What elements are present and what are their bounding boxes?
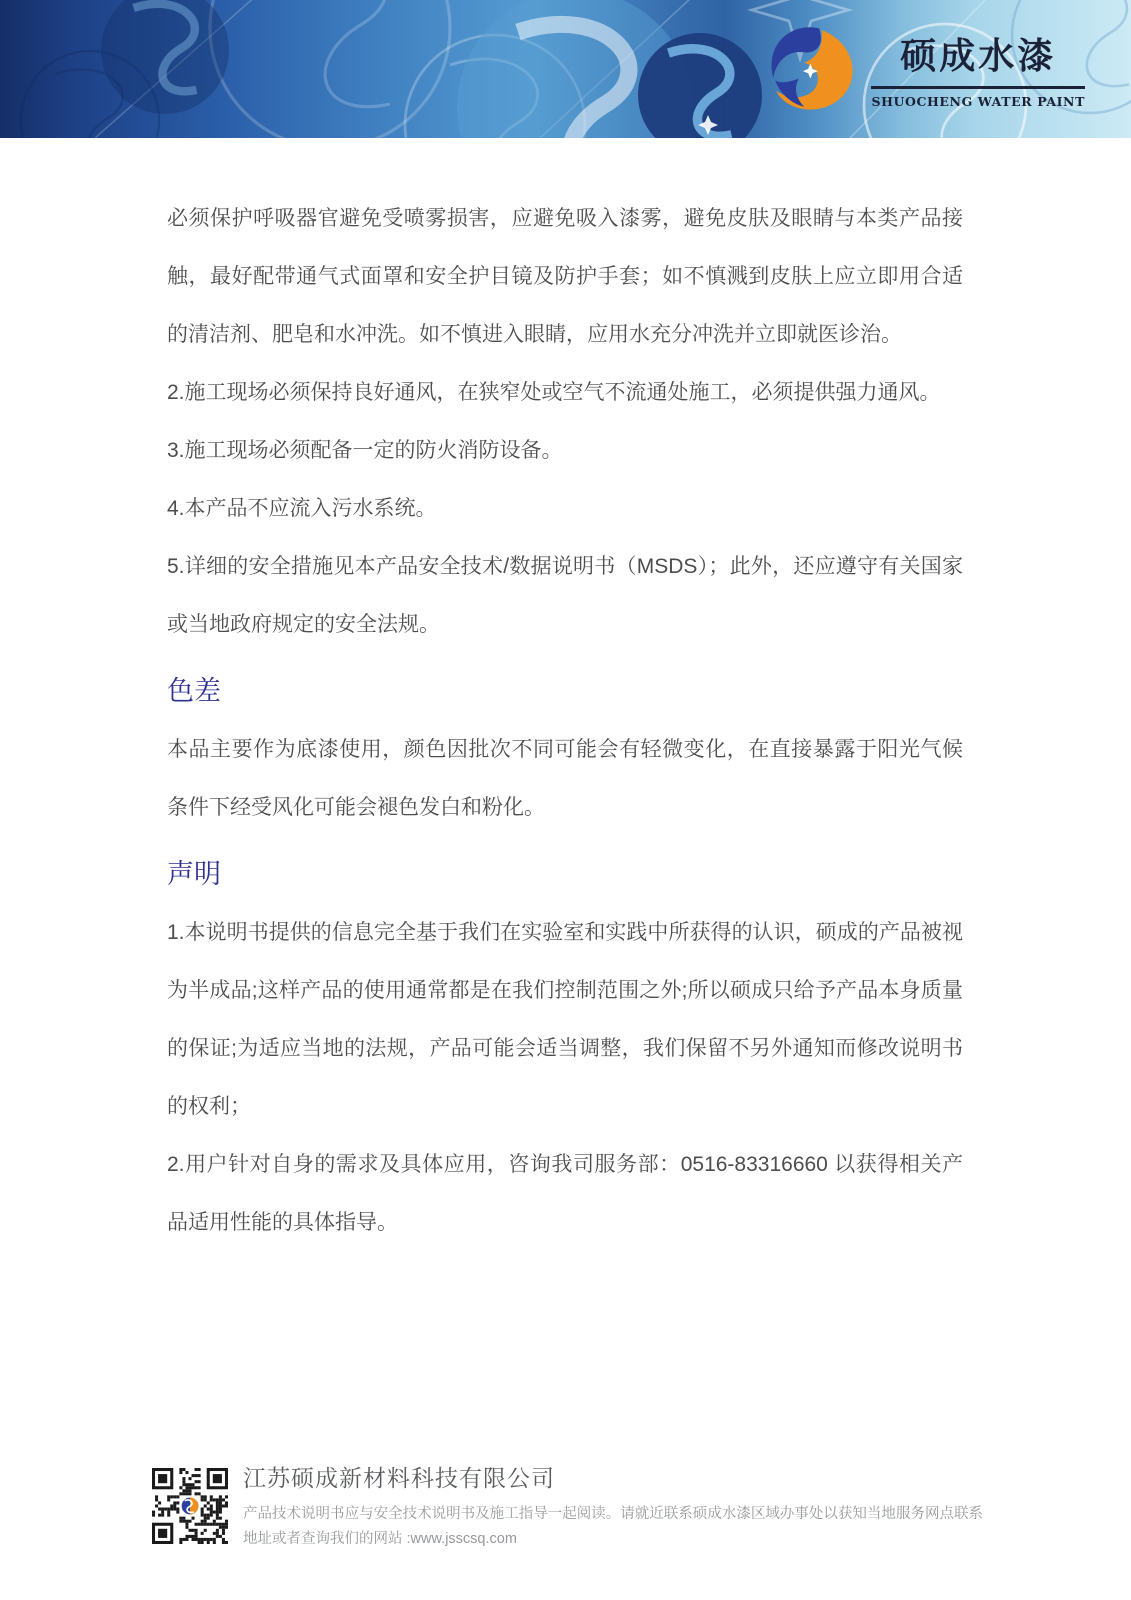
- page-header-banner: [0, 0, 1131, 138]
- safety-paragraph: 5.详细的安全措施见本产品安全技术/数据说明书（MSDS）；此外，还应遵守有关国家或当地政府规定的安全法规。: [167, 555, 963, 636]
- section-paragraph: 本品主要作为底漆使用，颜色因批次不同可能会有轻微变化，在直接暴露于阳光气候条件下经受风化可能会褪色发白和粉化。: [167, 738, 963, 819]
- section-paragraph: 1.本说明书提供的信息完全基于我们在实验室和实践中所获得的认识，硕成的产品被视为半成品;这样产品的使用通常都是在我们控制范围之外;所以硕成只给予产品本身质量的保证;为适应当地的法规，产品可能会适当调整，我们保留不另外通知而修改说明书的权利；: [167, 921, 963, 1118]
- brand-text: [871, 28, 1085, 109]
- footer-note: 产品技术说明书应与安全技术说明书及施工指导一起阅读。请就近联系硕成水漆区域办事处以获知当地服务网点联系地址或者查询我们的网站 :www.jsscsq.com: [243, 1506, 983, 1547]
- qr-code: [152, 1468, 228, 1544]
- safety-paragraph: 必须保护呼吸器官避免受喷雾损害，应避免吸入漆雾，避免皮肤及眼睛与本类产品接触，最好配带通气式面罩和安全护目镜及防护手套；如不慎溅到皮肤上应立即用合适的清洁剂、肥皂和水冲洗。如不慎进入眼睛，应用水充分冲洗并立即就医诊治。: [167, 207, 963, 346]
- page-footer: [152, 1462, 983, 1552]
- document-body: [167, 190, 963, 1252]
- company-name: 江苏硕成新材料科技有限公司: [243, 1465, 555, 1491]
- brand-logo-icon: [769, 24, 857, 112]
- section-heading-statement: 声明: [167, 859, 221, 889]
- safety-paragraph: 2.施工现场必须保持良好通风，在狭窄处或空气不流通处施工，必须提供强力通风。: [167, 381, 941, 404]
- section-paragraph: 2.用户针对自身的需求及具体应用，咨询我司服务部：0516-83316660 以获得相关产品适用性能的具体指导。: [167, 1153, 963, 1234]
- brand-name-en: SHUOCHENG WATER PAINT: [871, 93, 1085, 109]
- section-heading-color-difference: 色差: [167, 676, 221, 706]
- footer-text-block: [243, 1462, 983, 1552]
- safety-paragraph: 4.本产品不应流入污水系统。: [167, 497, 437, 520]
- brand-name-cn: 硕成水漆: [871, 28, 1085, 89]
- safety-paragraph: 3.施工现场必须配备一定的防火消防设备。: [167, 439, 563, 462]
- brand-lockup: [769, 24, 1085, 112]
